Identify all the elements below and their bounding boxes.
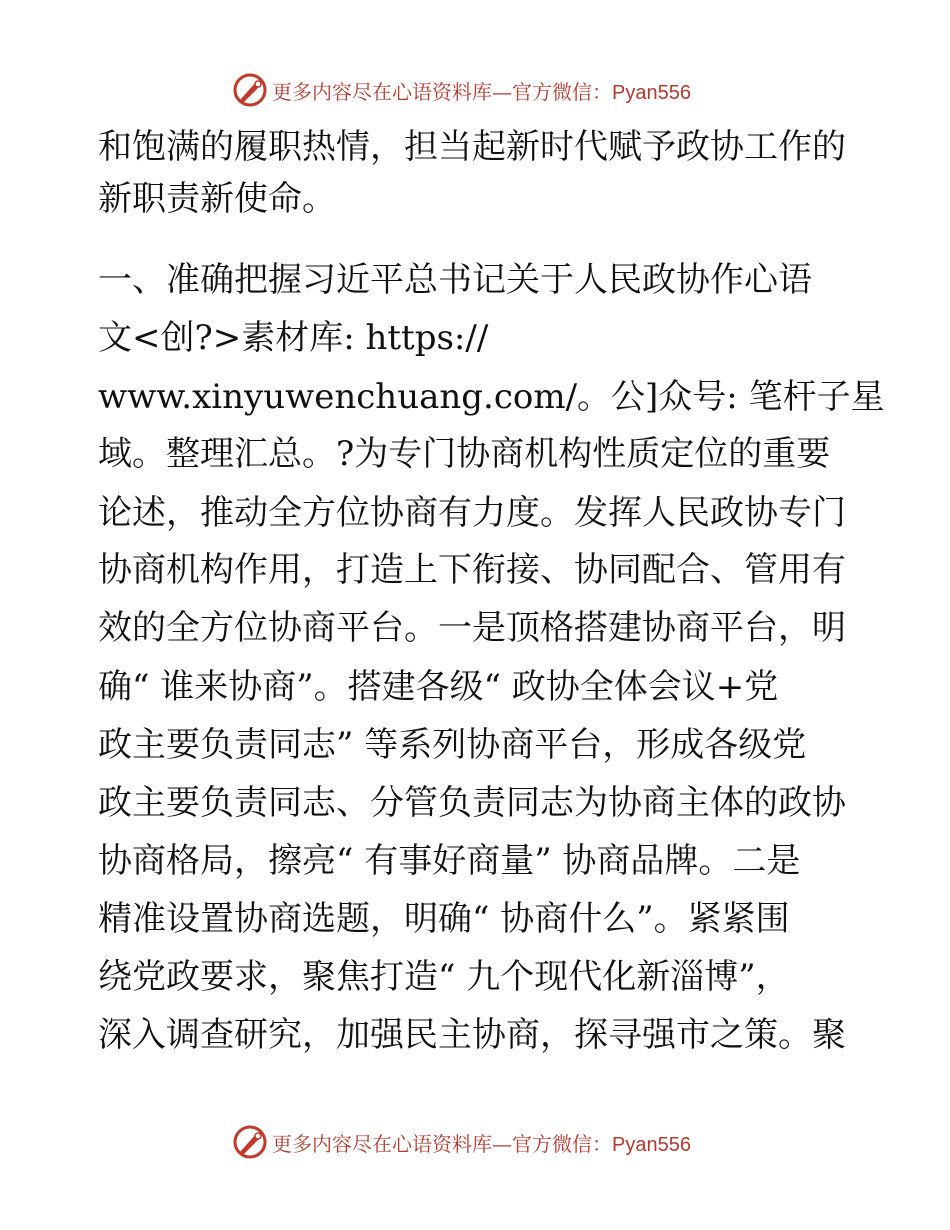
header-watermark-banner [0,70,950,110]
footer-watermark-banner [0,1122,950,1162]
body-line: 深入调查研究，加强民主协商，探寻强市之策。聚 [98,1015,846,1055]
body-line: 效的全方位协商平台。一是顶格搭建协商平台，明 [98,608,846,648]
footer-site-text: 更多内容尽在心语资料库 [272,1132,492,1156]
body-line: 精准设置协商选题，明确“ 协商什么”。紧紧围 [98,899,790,939]
header-wechat-label: 官方微信： [512,80,612,104]
body-line: 政主要负责同志” 等系列协商平台，形成各级党 [98,725,807,765]
body-line: 协商机构作用，打造上下衔接、协同配合、管用有 [98,550,846,590]
body-line: 绕党政要求，聚焦打造“ 九个现代化新淄博”， [98,957,790,997]
pen-logo-icon [232,1124,268,1160]
footer-watermark-text [272,1128,691,1157]
footer-separator: — [492,1132,512,1156]
body-line: 和饱满的履职热情，担当起新时代赋予政协工作的 [98,127,846,167]
body-line: www.xinyuwenchuang.com/。公]众号: 笔杆子星 [98,377,885,417]
footer-handle: Pyan556 [612,1134,691,1156]
header-site-text: 更多内容尽在心语资料库 [272,80,492,104]
header-separator: — [492,80,512,104]
body-line: 文<创?>素材库: https:// [98,318,489,358]
header-handle: Pyan556 [612,82,691,104]
header-watermark-text [272,76,691,105]
body-line: 新职责新使命。 [98,179,336,219]
footer-wechat-label: 官方微信： [512,1132,612,1156]
body-line: 论述，推动全方位协商有力度。发挥人民政协专门 [98,493,846,533]
body-line: 政主要负责同志、分管负责同志为协商主体的政协 [98,783,846,823]
body-line: 确“ 谁来协商”。搭建各级“ 政协全体会议+党 [98,667,779,707]
body-line: 域。整理汇总。?为专门协商机构性质定位的重要 [98,434,831,474]
pen-logo-icon [232,72,268,108]
body-line: 一、准确把握习近平总书记关于人民政协作心语 [98,260,812,300]
body-line: 协商格局，擦亮“ 有事好商量” 协商品牌。二是 [98,841,801,881]
